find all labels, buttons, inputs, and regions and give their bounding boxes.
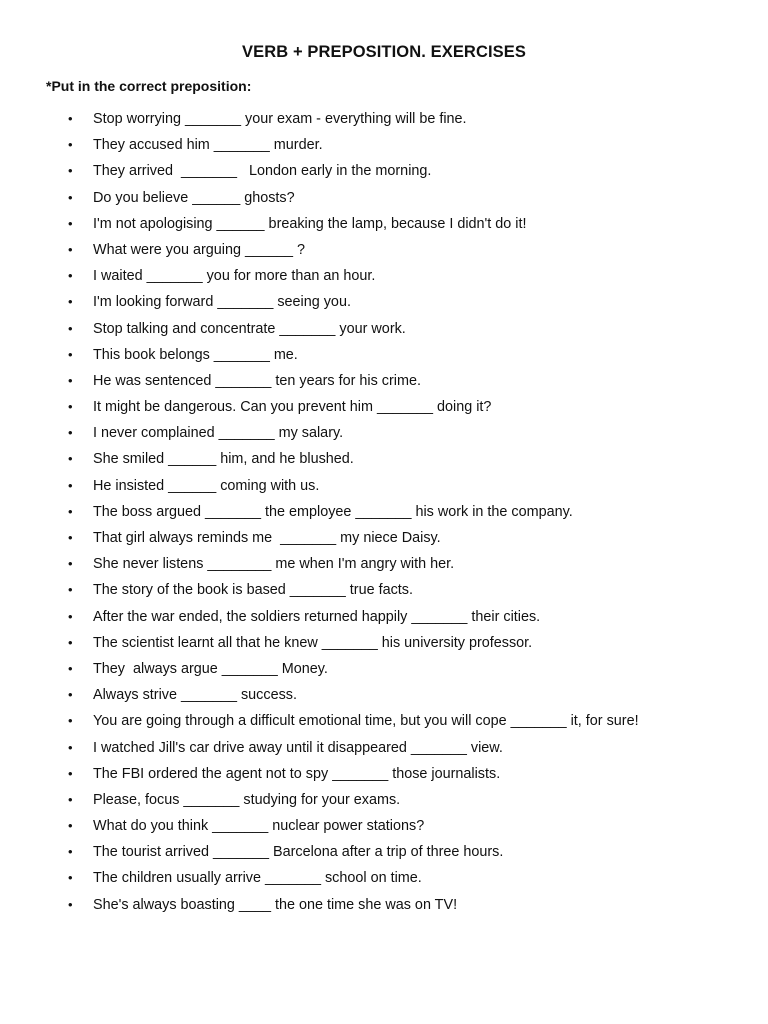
exercise-item: [0, 161, 768, 187]
exercise-text: Stop worrying _______ your exam - everything will be fine.: [93, 111, 467, 127]
exercise-item: [0, 292, 768, 318]
bullet-icon: •: [68, 294, 73, 310]
exercise-item: [0, 449, 768, 475]
exercise-text: The boss argued _______ the employee _______ his work in the company.: [93, 503, 573, 520]
exercise-text: That girl always reminds me _______ my niece Daisy.: [93, 530, 441, 546]
bullet-icon: •: [68, 765, 73, 781]
exercise-item: [0, 476, 768, 502]
exercise-list: [0, 109, 768, 921]
exercise-item: [0, 188, 768, 214]
exercise-text: The story of the book is based _______ true facts.: [93, 582, 413, 599]
exercise-text: I never complained _______ my salary.: [93, 425, 344, 442]
exercise-item: [0, 554, 768, 580]
bullet-icon: •: [68, 660, 73, 676]
exercise-text: I'm looking forward _______ seeing you.: [93, 294, 351, 311]
exercise-item: [0, 266, 768, 292]
exercise-text: She's always boasting ____ the one time she was on TV!: [93, 896, 458, 913]
exercise-text: This book belongs _______ me.: [93, 346, 298, 363]
exercise-text: The children usually arrive _______ school on time.: [93, 870, 422, 887]
exercise-text: Do you believe ______ ghosts?: [93, 189, 295, 206]
bullet-icon: •: [68, 111, 73, 126]
exercise-item: [0, 685, 768, 711]
exercise-text: She smiled ______ him, and he blushed.: [93, 451, 354, 468]
exercise-item: [0, 240, 768, 266]
exercise-item: [0, 345, 768, 371]
bullet-icon: •: [68, 582, 73, 598]
exercise-text: The FBI ordered the agent not to spy _______ those journalists.: [93, 765, 501, 782]
bullet-icon: •: [68, 241, 73, 257]
exercise-text: He insisted ______ coming with us.: [93, 477, 320, 494]
exercise-text: The tourist arrived _______ Barcelona after a trip of three hours.: [93, 844, 504, 861]
bullet-icon: •: [68, 608, 73, 624]
exercise-item: [0, 528, 768, 554]
exercise-text: What were you arguing ______ ?: [93, 241, 306, 258]
bullet-icon: •: [68, 687, 73, 703]
exercise-text: I'm not apologising ______ breaking the lamp, because I didn't do it!: [93, 215, 527, 232]
exercise-text: They arrived _______ London early in the morning.: [93, 163, 432, 180]
bullet-icon: •: [68, 346, 73, 362]
exercise-item: [0, 607, 768, 633]
exercise-text: After the war ended, the soldiers returned happily _______ their cities.: [93, 608, 541, 625]
exercise-item: [0, 868, 768, 894]
bullet-icon: •: [68, 137, 73, 153]
bullet-icon: •: [68, 870, 73, 886]
bullet-icon: •: [68, 818, 73, 834]
bullet-icon: •: [68, 530, 73, 545]
bullet-icon: •: [68, 556, 73, 572]
bullet-icon: •: [68, 739, 73, 755]
bullet-icon: •: [68, 634, 73, 650]
exercise-text: They always argue _______ Money.: [93, 660, 328, 677]
bullet-icon: •: [68, 399, 73, 415]
exercise-item: [0, 816, 768, 842]
exercise-item: [0, 711, 768, 737]
bullet-icon: •: [68, 503, 73, 519]
exercise-text: She never listens ________ me when I'm angry with her.: [93, 556, 455, 573]
bullet-icon: •: [68, 163, 73, 179]
exercise-text: He was sentenced _______ ten years for his crime.: [93, 372, 421, 389]
exercise-item: [0, 502, 768, 528]
bullet-icon: •: [68, 451, 73, 467]
bullet-icon: •: [68, 713, 73, 729]
bullet-icon: •: [68, 215, 73, 231]
exercise-text: It might be dangerous. Can you prevent him _______ doing it?: [93, 399, 492, 416]
bullet-icon: •: [68, 372, 73, 388]
exercise-text: They accused him _______ murder.: [93, 137, 323, 154]
exercise-item: [0, 397, 768, 423]
exercise-item: [0, 842, 768, 868]
exercise-item: [0, 790, 768, 816]
exercise-item: [0, 423, 768, 449]
instruction-text: *Put in the correct preposition:: [46, 78, 252, 94]
exercise-item: [0, 764, 768, 790]
exercise-text: Please, focus _______ studying for your exams.: [93, 791, 401, 808]
exercise-text: The scientist learnt all that he knew _______ his university professor.: [93, 634, 533, 651]
bullet-icon: •: [68, 791, 73, 807]
exercise-item: [0, 109, 768, 135]
exercise-text: You are going through a difficult emotional time, but you will cope _______ it, for sure!: [93, 713, 639, 730]
exercise-item: [0, 738, 768, 764]
bullet-icon: •: [68, 896, 73, 912]
exercise-text: Stop talking and concentrate _______ your work.: [93, 320, 406, 337]
bullet-icon: •: [68, 844, 73, 860]
exercise-item: [0, 371, 768, 397]
exercise-text: I watched Jill's car drive away until it disappeared _______ view.: [93, 739, 503, 756]
bullet-icon: •: [68, 425, 73, 441]
exercise-text: Always strive _______ success.: [93, 687, 297, 704]
bullet-icon: •: [68, 477, 73, 493]
page-title: VERB + PREPOSITION. EXERCISES: [242, 43, 526, 61]
exercise-text: What do you think _______ nuclear power stations?: [93, 818, 425, 835]
bullet-icon: •: [68, 189, 73, 205]
exercise-item: [0, 319, 768, 345]
exercise-item: [0, 895, 768, 921]
exercise-item: [0, 659, 768, 685]
bullet-icon: •: [68, 268, 73, 284]
exercise-item: [0, 580, 768, 606]
exercise-text: I waited _______ you for more than an hour.: [93, 268, 376, 285]
exercise-item: [0, 135, 768, 161]
bullet-icon: •: [68, 320, 73, 336]
exercise-item: [0, 214, 768, 240]
exercise-item: [0, 633, 768, 659]
